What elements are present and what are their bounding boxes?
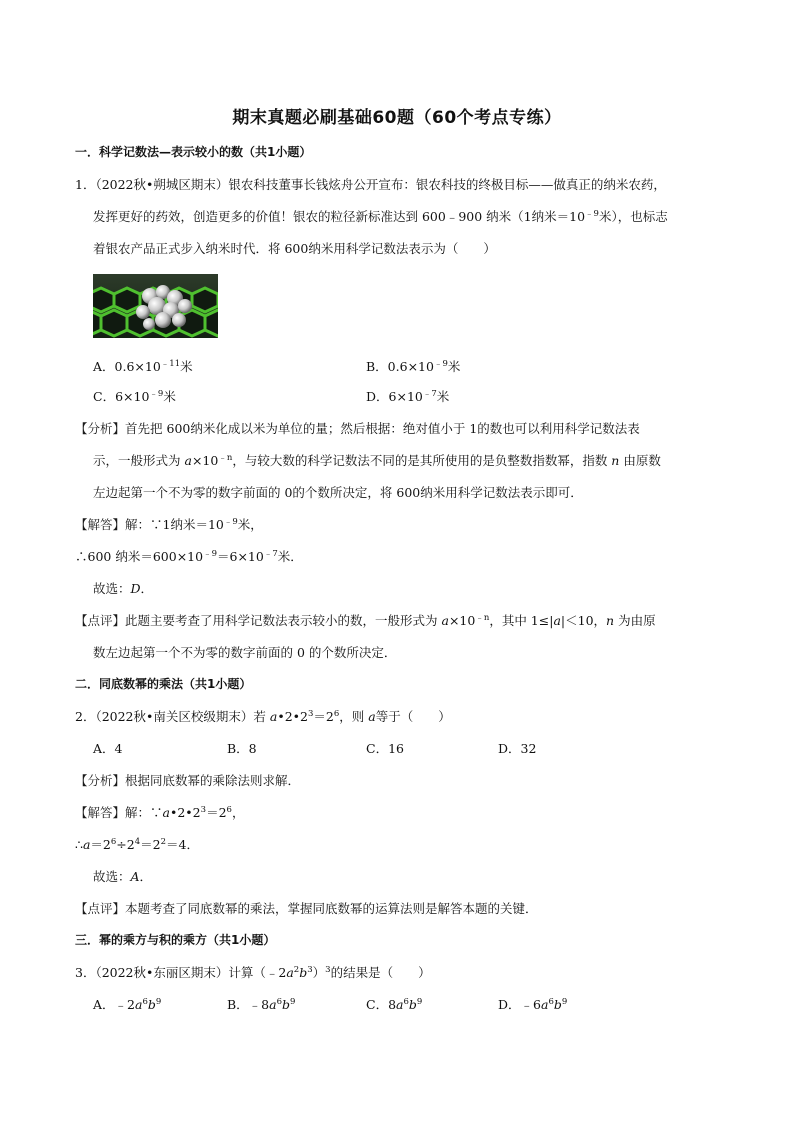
q2-option-a: A．4 xyxy=(93,741,123,756)
q1-option-b: B．$0.6\times 10^{﹣9}$米 xyxy=(366,359,461,374)
q3-option-b: B．$﹣8a^6b^9$ xyxy=(227,997,296,1012)
q3-option-c: C．$8a^6b^9$ xyxy=(366,997,423,1012)
q2-stem: 2．（2022秋•南关区校级期末）若 $a•2•2^3=2^6$，则 a等于（ ） xyxy=(75,709,451,724)
q3-stem: 3．（2022秋•东丽区期末）计算$(﹣2a^2b^3)^3$的结果是（ ） xyxy=(75,965,431,980)
section-heading-2: 二．同底数幂的乘法（共1小题） xyxy=(75,677,252,691)
page-title: 期末真题必刷基础60题（60个考点专练） xyxy=(232,108,562,128)
q2-analysis: 【分析】根据同底数幂的乘除法则求解． xyxy=(75,773,301,788)
section-heading-1: 一．科学记数法—表示较小的数（共1小题） xyxy=(75,145,312,159)
q2-option-c: C．16 xyxy=(366,741,404,756)
q2-option-d: D．32 xyxy=(498,741,537,756)
q1-answer-line2: ∴600 纳米$=600\times 10^{﹣9}=6\times 10^{﹣7}$米． xyxy=(75,549,303,564)
nano-particles-image xyxy=(93,274,218,338)
q2-answer-line2: $\therefore a=2^6\div 2^4=2^2=4$． xyxy=(75,837,199,852)
q1-answer-line1: 【解答】解：∵1纳米$=10^{﹣9}$米， xyxy=(75,517,263,532)
q1-analysis-line1: 【分析】首先把 600纳米化成以米为单位的量；然后根据：绝对值小于 1的数也可以利用科学记数法表 xyxy=(75,421,640,436)
q1-stem-line3: 着银农产品正式步入纳米时代．将 600纳米用科学记数法表示为（ ） xyxy=(93,241,496,256)
q1-stem-line1: 1．（2022秋•朔城区期末）银农科技董事长钱炫舟公开宣布：银农科技的终极目标——做真正的纳米农药， xyxy=(75,177,666,192)
q1-choice: 故选：D． xyxy=(93,581,154,596)
q1-analysis-line3: 左边起第一个不为零的数字前面的 0的个数所决定，将 600纳米用科学记数法表示即可． xyxy=(93,485,583,500)
q1-option-a: A．$0.6\times 10^{﹣11}$米 xyxy=(93,359,193,374)
q1-comment-line1: 【点评】此题主要考查了用科学记数法表示较小的数，一般形式为 $a\times 10^{﹣n}$，其中 1≤|a|＜10，n 为由原 xyxy=(75,613,656,628)
q2-comment: 【点评】本题考查了同底数幂的乘法，掌握同底数幂的运算法则是解答本题的关键． xyxy=(75,901,538,916)
q1-option-c: C．$6\times 10^{﹣9}$米 xyxy=(93,389,176,404)
q1-comment-line2: 数左边起第一个不为零的数字前面的 0 的个数所决定． xyxy=(93,645,397,660)
section-heading-3: 三．幂的乘方与积的乘方（共1小题） xyxy=(75,933,276,947)
q3-option-a: A．$﹣2a^6b^9$ xyxy=(93,997,162,1012)
q2-choice: 故选：A． xyxy=(93,869,153,884)
q3-option-d: D．$﹣6a^6b^9$ xyxy=(498,997,568,1012)
q1-stem-line2: 发挥更好的药效，创造更多的价值！银农的粒径新标准达到 600﹣900 纳米（1纳米$=10^{﹣9}$米），也标志 xyxy=(93,209,668,224)
q2-answer-line1: 【解答】解：$\because a•2•2^3=2^6$， xyxy=(75,805,245,820)
q1-analysis-line2: 示，一般形式为 $a\times 10^{﹣n}$，与较大数的科学记数法不同的是其所使用的是负整数指数幂，指数 n 由原数 xyxy=(93,453,661,468)
q2-option-b: B．8 xyxy=(227,741,257,756)
q1-option-d: D．$6\times 10^{﹣7}$米 xyxy=(366,389,450,404)
